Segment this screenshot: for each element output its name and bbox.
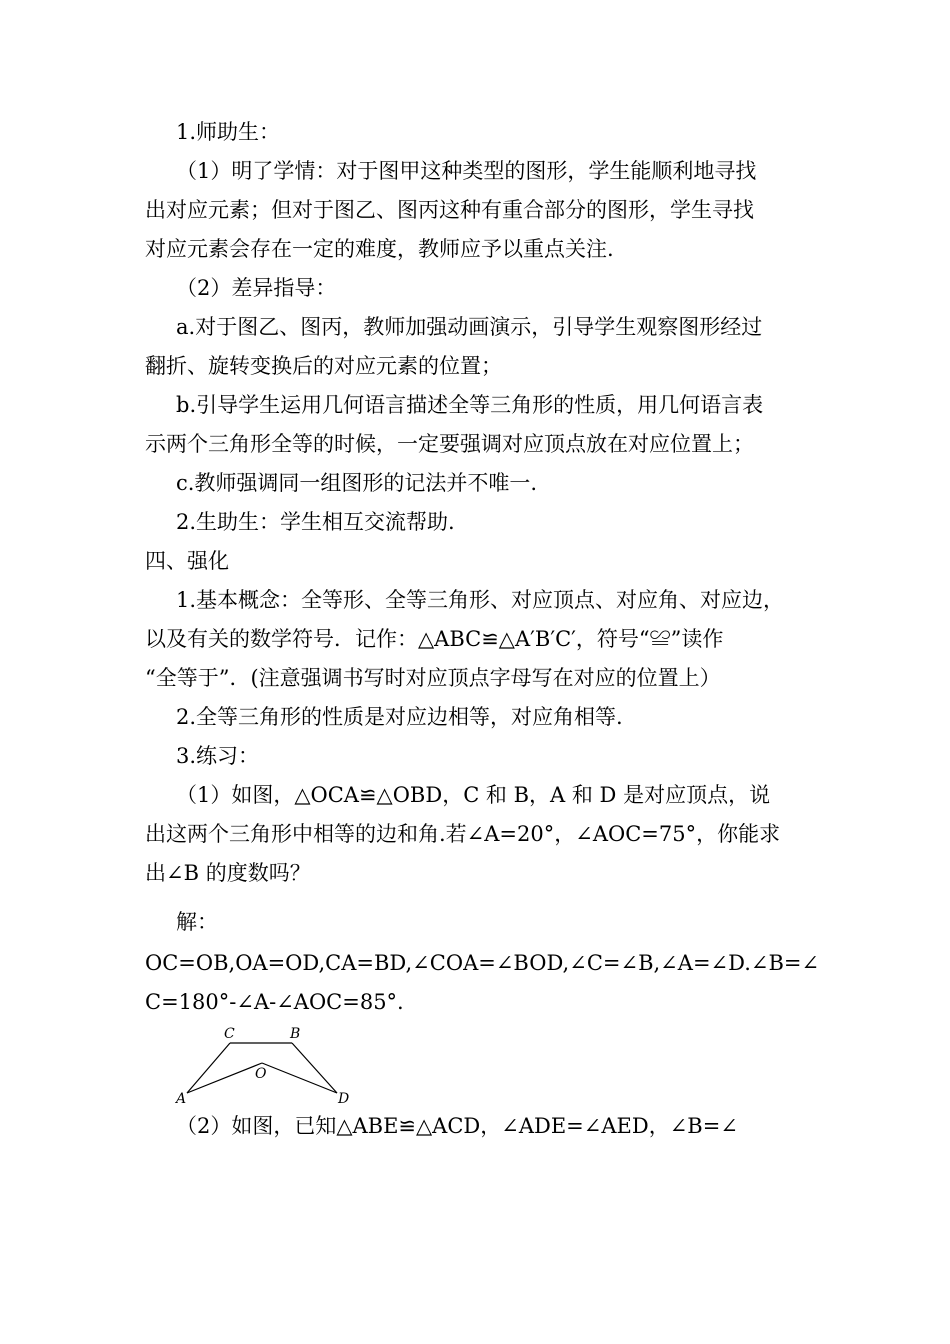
text-line: a.对于图乙、图丙，教师加强动画演示，引导学生观察图形经过: [176, 315, 763, 339]
text-line: 2.全等三角形的性质是对应边相等，对应角相等.: [176, 705, 623, 729]
section-heading: 四、强化: [145, 549, 229, 573]
text-line: 出对应元素；但对于图乙、图丙这种有重合部分的图形，学生寻找: [145, 198, 754, 222]
text-line: C=180°-∠A-∠AOC=85°.: [145, 990, 404, 1014]
label-d: D: [338, 1091, 350, 1107]
text-line: （2）如图，已知△ABE≌△ACD，∠ADE=∠AED，∠B=∠: [176, 1114, 738, 1138]
text-line: 1.师助生：: [176, 120, 281, 144]
text-line: 以及有关的数学符号．记作：△ABC≌△A′B′C′，符号“≌”读作: [145, 627, 724, 651]
text-line: b.引导学生运用几何语言描述全等三角形的性质，用几何语言表: [176, 393, 764, 417]
segment-ad: [187, 1063, 262, 1093]
text-line: 2.生助生：学生相互交流帮助.: [176, 510, 455, 534]
segment-od: [262, 1063, 337, 1093]
text-line: 1.基本概念：全等形、全等三角形、对应顶点、对应角、对应边，: [176, 588, 785, 612]
text-line: 3.练习：: [176, 744, 260, 768]
triangle-figure: [172, 1025, 362, 1110]
text-line: OC=OB,OA=OD,CA=BD,∠COA=∠BOD,∠C=∠B,∠A=∠D.∠B=∠: [145, 951, 820, 975]
text-line: 出这两个三角形中相等的边和角.若∠A=20°，∠AOC=75°，你能求: [145, 822, 781, 846]
segment-ca: [187, 1043, 230, 1093]
text-line: c.教师强调同一组图形的记法并不唯一.: [176, 471, 538, 495]
text-line: （1）明了学情：对于图甲这种类型的图形，学生能顺利地寻找: [176, 159, 757, 183]
label-a: A: [176, 1091, 187, 1107]
text-line: “全等于”．(注意强调书写时对应顶点字母写在对应的位置上）: [145, 666, 721, 690]
text-line: 解：: [176, 910, 218, 934]
text-line: 对应元素会存在一定的难度，教师应予以重点关注.: [145, 237, 614, 261]
label-b: B: [290, 1026, 301, 1042]
text-line: （2）差异指导：: [176, 276, 337, 300]
segment-bd: [292, 1043, 337, 1093]
text-line: 示两个三角形全等的时候，一定要强调对应顶点放在对应位置上；: [145, 432, 754, 456]
label-c: C: [224, 1026, 235, 1042]
text-line: 出∠B 的度数吗？: [145, 861, 311, 885]
text-line: （1）如图，△OCA≌△OBD，C 和 B，A 和 D 是对应顶点，说: [176, 783, 771, 807]
label-o: O: [255, 1066, 267, 1082]
text-line: 翻折、旋转变换后的对应元素的位置；: [145, 354, 502, 378]
